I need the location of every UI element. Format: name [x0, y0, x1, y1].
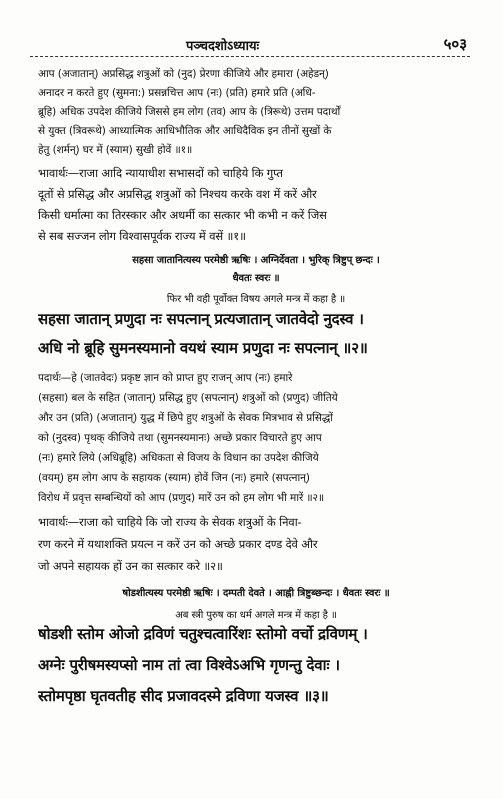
padartha1-line: ब्रूहि) अधिक उपदेश कीजिये जिससे हम लोग (तव) आप के (त्रिरूथे) उत्तम पदार्थों — [38, 106, 341, 118]
padartha2-line: और उन (प्रति) (अजातान्) युद्ध में छिपे हुए शत्रुओं के सेवक मित्रभाव से प्रसिद्धों — [38, 412, 333, 424]
padartha1-line: हेतु (शर्मन्) घर में (स्याम) सुखी होवें ॥१॥ — [38, 144, 193, 156]
mantra2-line: अधि नो ब्रूहि सुमनस्यमानो वयथं स्याम प्रणुदा नः सपत्नान् ॥२॥ — [38, 339, 368, 357]
mantra3-intro: अब स्त्री पुरुष का धर्म अगले मन्त्र में कहा है ॥ — [175, 610, 337, 621]
padartha1-line: आप (अजातान्) अप्रसिद्ध शत्रुओं को (नुद) प्रेरणा कीजिये और हमारा (अहेडन्) — [38, 68, 329, 80]
rishi3-line: षोडशीत्यस्य परमेष्ठी ऋषिः । दम्पती देवते । आह्नी त्रिष्टुब्छन्दः । धैवतः स्वरः ॥ — [122, 588, 390, 599]
bhavartha1-line: दूतों से प्रसिद्ध और अप्रसिद्ध शत्रुओं को निश्चय करके वश में करें और — [38, 187, 317, 201]
bhavartha1-line: किसी धर्मात्मा का तिरस्कार और अधर्मी का सत्कार भी कभी न करें जिस — [38, 208, 327, 222]
rishi2-line: धैवतः स्वरः ॥ — [232, 273, 280, 284]
rishi2-line: सहसा जातानित्यस्य परमेष्ठी ऋषिः । अग्निर्देवता । भुरिक् त्रिष्टुप् छन्दः । — [132, 255, 380, 266]
bhavartha1-line: से सब सज्जन लोग विश्वासपूर्वक राज्य में वसें ॥१॥ — [38, 229, 246, 243]
padartha1-line: से युक्त (त्रिवरूथे) आध्यात्मिक आधिभौतिक और आधिदैविक इन तीनों सुखों के — [38, 125, 332, 137]
header-divider — [30, 56, 470, 57]
bhavartha2-line: रण करने में यथाशक्ति प्रयत्न न करें उन को अच्छे प्रकार दण्ड देवे और — [38, 537, 318, 551]
mantra2-line: सहसा जातान् प्रणुदा नः सपत्नान् प्रत्यजातान् जातवेदो नुदस्व । — [38, 310, 364, 328]
bhavartha1-line: भावार्थः—राजा आदि न्यायाधीश सभासदों को चाहिये कि गुप्त — [38, 166, 283, 180]
padartha2-line: (वयम्) हम लोग आप के सहायक (स्याम) होवें जिन (नः) हमारे (सपत्नान्) — [38, 472, 310, 484]
padartha1-line: अनादर न करते हुए (सुमना:) प्रसन्नचित्त आप (नः) (प्रति) हमारे प्रति (अधि- — [38, 87, 316, 99]
padartha2-line: (सहसा) बल के सहित (जातान्) प्रसिद्ध हुए (सपत्नान्) शत्रुओं को (प्रणुद) जीतिये — [38, 392, 338, 404]
bhavartha2-line: जो अपने सहायक हों उन का सत्कार करे ॥२॥ — [38, 559, 223, 573]
mantra3-line: अग्नेः पुरीषमस्यप्सो नाम तां त्वा विश्वेऽअभि गृणन्तु देवाः । — [38, 656, 340, 674]
padartha2-line: पदार्थः—हे (जातवेदः) प्रकृष्ट ज्ञान को प्राप्त हुए राजन् आप (नः) हमारे — [38, 372, 293, 384]
page-number: ५०३ — [443, 35, 467, 53]
padartha2-line: विरोध में प्रवृत्त सम्बन्धियों को आप (प्रणुद) मारें उन को हम लोग भी मारें ॥२॥ — [38, 492, 325, 504]
mantra3-line: षोडशी स्तोम ओजो द्रविणं चतुश्चत्वारिंशः स्तोमो वर्चो द्रविणम् । — [38, 625, 368, 643]
padartha2-line: (नः) हमारे लिये (अधिब्रूहि) अधिकता से विजय के विधान का उपदेश कीजिये — [38, 452, 319, 464]
mantra3-line: स्तोमपृष्ठा घृतवतीह सीद प्रजावदस्मे द्रविणा यजस्व ॥३॥ — [38, 687, 329, 705]
padartha2-line: को (नुदस्व) पृथक् कीजिये तथा (सुमनस्यमानः) अच्छे प्रकार विचारते हुए आप — [38, 432, 322, 444]
chapter-title: पञ्चदशोऽध्यायः — [186, 39, 260, 54]
bhavartha2-line: भावार्थः—राजा को चाहिये कि जो राज्य के सेवक शत्रुओं के निवा- — [38, 515, 302, 529]
mantra2-intro: फिर भी वही पूर्वोक्त विषय अगले मन्त्र में कहा है ॥ — [166, 294, 346, 305]
